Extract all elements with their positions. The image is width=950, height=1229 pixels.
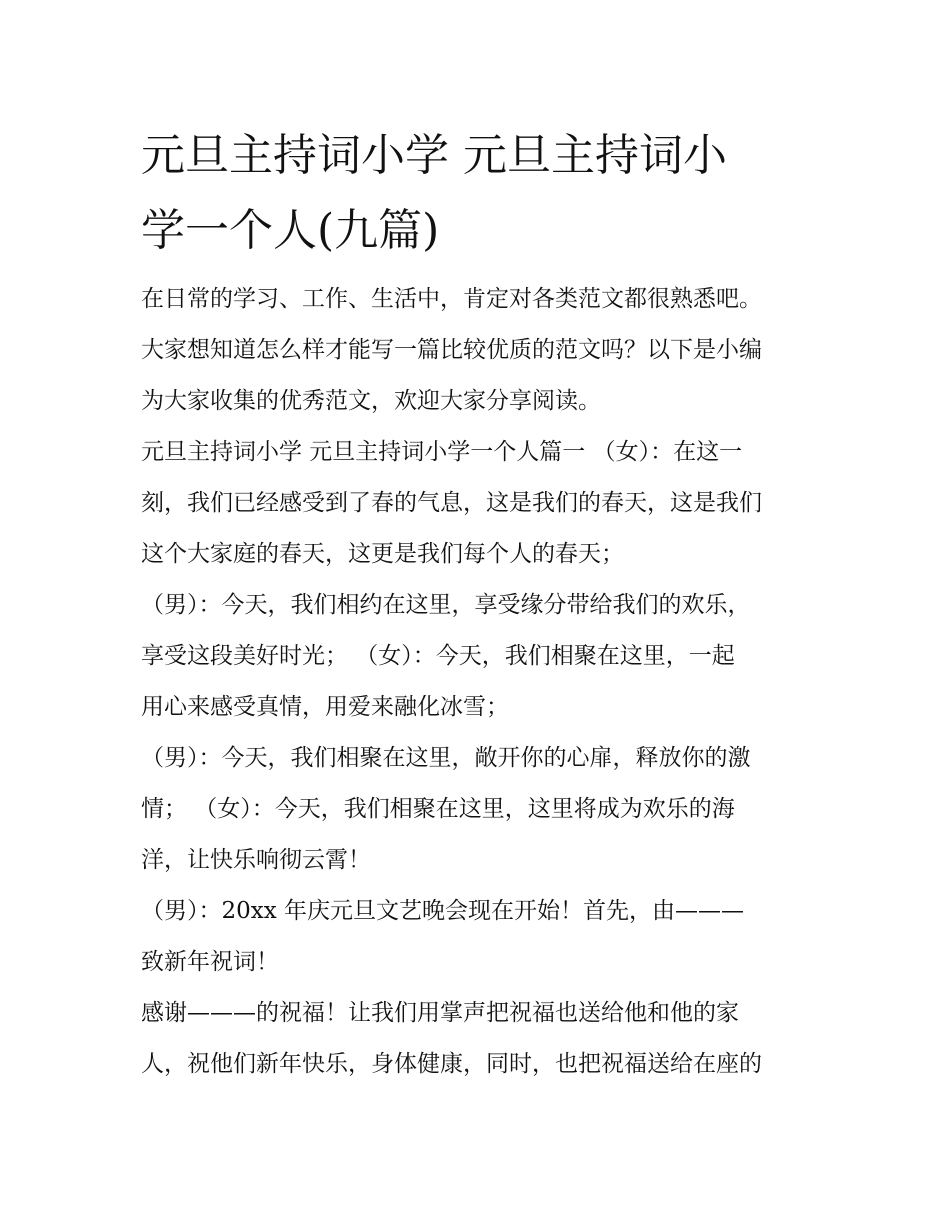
body-line-12: 洋，让快乐响彻云霄！ — [141, 847, 371, 873]
title-line-2: 学一个人(九篇) — [141, 205, 440, 256]
title-line-1: 元旦主持词小学 元旦主持词小 — [141, 130, 727, 181]
body-line-9: 用心来感受真情，用爱来融化冰雪； — [141, 694, 509, 720]
body-line-2: 大家想知道怎么样才能写一篇比较优质的范文吗？以下是小编 — [141, 337, 762, 363]
body-line-4: 元旦主持词小学 元旦主持词小学一个人篇一 （女）：在这一 — [141, 439, 743, 465]
body-line-13: （男）：20xx 年庆元旦文艺晚会现在开始！首先，由——— — [141, 898, 745, 924]
body-line-7: （男）：今天，我们相约在这里，享受缘分带给我们的欢乐， — [141, 592, 751, 618]
body-line-10: （男）：今天，我们相聚在这里，敞开你的心扉，释放你的激 — [141, 745, 751, 771]
body-line-1: 在日常的学习、工作、生活中，肯定对各类范文都很熟悉吧。 — [141, 286, 762, 312]
body-line-3: 为大家收集的优秀范文，欢迎大家分享阅读。 — [141, 388, 601, 414]
body-line-11: 情； （女）：今天，我们相聚在这里，这里将成为欢乐的海 — [141, 796, 735, 822]
body-line-6: 这个大家庭的春天，这更是我们每个人的春天； — [141, 541, 624, 567]
body-line-15: 感谢———的祝福！让我们用掌声把祝福也送给他和他的家 — [141, 1000, 739, 1026]
body-line-16: 人，祝他们新年快乐，身体健康，同时，也把祝福送给在座的 — [141, 1051, 762, 1077]
body-line-8: 享受这段美好时光； （女）：今天，我们相聚在这里，一起 — [141, 643, 735, 669]
body-line-5: 刻，我们已经感受到了春的气息，这是我们的春天，这是我们 — [141, 490, 762, 516]
document-title — [141, 118, 821, 268]
body-line-14: 致新年祝词！ — [141, 949, 279, 975]
